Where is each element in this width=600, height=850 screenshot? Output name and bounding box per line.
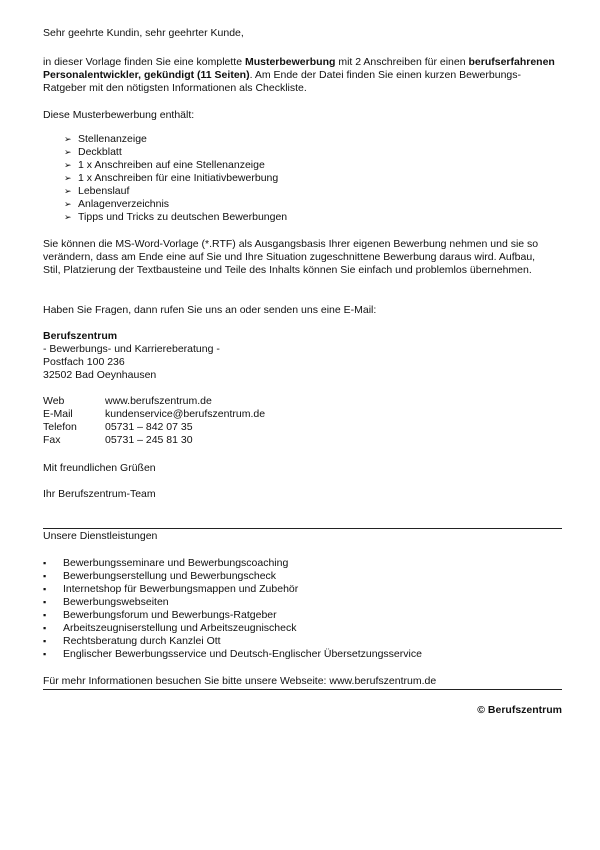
square-bullet-icon: ▪ <box>43 623 47 633</box>
contents-list <box>58 133 538 224</box>
intro-bold-2: berufserfahrenen Personalentwickler, gekündigt (11 Seiten) <box>43 56 555 81</box>
list-item: ➢ Tipps und Tricks zu deutschen Bewerbungen <box>64 211 288 223</box>
company-name: Berufszentrum <box>43 330 118 342</box>
company-subtitle: - Bewerbungs- und Karriereberatung - <box>43 343 220 355</box>
square-bullet-icon: ▪ <box>43 610 47 620</box>
intro-text-2: mit 2 Anschreiben für einen <box>335 56 469 68</box>
questions-text: Haben Sie Fragen, dann rufen Sie uns an oder senden uns eine E-Mail: <box>43 304 377 316</box>
list-item: ▪ Arbeitszeugniserstellung und Arbeitszeugnischeck <box>43 622 297 634</box>
list-item: ▪ Internetshop für Bewerbungsmappen und Zubehör <box>43 583 299 595</box>
list-item: ➢ Stellenanzeige <box>64 133 147 145</box>
arrow-bullet-icon: ➢ <box>64 212 72 222</box>
arrow-bullet-icon: ➢ <box>64 173 72 183</box>
contact-label: Fax <box>43 434 61 446</box>
email-link[interactable]: kundenservice@berufszentrum.de <box>105 408 266 420</box>
contact-row <box>43 395 265 408</box>
contents-heading: Diese Musterbewerbung enthält: <box>43 109 195 121</box>
bottom-divider <box>43 689 562 690</box>
arrow-bullet-icon: ➢ <box>64 186 72 196</box>
list-item: ▪ Englischer Bewerbungsservice und Deutsch-Englischer Übersetzungsservice <box>43 648 422 660</box>
list-item: ➢ Deckblatt <box>64 146 122 158</box>
address-block <box>43 330 220 382</box>
contact-table <box>43 395 265 447</box>
usage-paragraph: Sie können die MS-Word-Vorlage (*.RTF) als Ausgangsbasis Ihrer eigenen Bewerbung nehmen und sie so verändern, dass am Ende eine auf Sie und Ihre Situation zugeschnittene Bewerbung daraus wird. Aufbau, Stil, Platzierung der Textbausteine und Teile des Inhalts können Sie einfach und problemlos übernehmen. <box>43 238 539 276</box>
list-item: ▪ Rechtsberatung durch Kanzlei Ott <box>43 635 221 647</box>
postbox: Postfach 100 236 <box>43 356 125 368</box>
arrow-bullet-icon: ➢ <box>64 160 72 170</box>
signature: Ihr Berufszentrum-Team <box>43 488 156 500</box>
list-item: ▪ Bewerbungsseminare und Bewerbungscoaching <box>43 557 289 569</box>
contact-label: E-Mail <box>43 408 73 420</box>
contact-label: Web <box>43 395 65 407</box>
copyright: © Berufszentrum <box>477 704 562 716</box>
web-link[interactable]: www.berufszentrum.de <box>105 395 212 407</box>
list-item: ➢ Anlagenverzeichnis <box>64 198 170 210</box>
square-bullet-icon: ▪ <box>43 558 47 568</box>
arrow-bullet-icon: ➢ <box>64 134 72 144</box>
intro-bold-1: Musterbewerbung <box>244 56 336 68</box>
intro-paragraph <box>43 56 563 95</box>
square-bullet-icon: ▪ <box>43 571 47 581</box>
contact-row <box>43 434 265 447</box>
services-list <box>43 557 543 661</box>
greeting: Sehr geehrte Kundin, sehr geehrter Kunde, <box>43 27 244 39</box>
arrow-bullet-icon: ➢ <box>64 147 72 157</box>
square-bullet-icon: ▪ <box>43 597 47 607</box>
contact-label: Telefon <box>43 421 77 433</box>
contact-row <box>43 408 265 421</box>
city: 32502 Bad Oeynhausen <box>43 369 157 381</box>
list-item: ▪ Bewerbungsforum und Bewerbungs-Ratgeber <box>43 609 277 621</box>
intro-text-3: . Am Ende der Datei finden Sie einen kurzen Bewerbungs-Ratgeber mit den nötigsten Informationen als Checkliste. <box>43 69 521 94</box>
arrow-bullet-icon: ➢ <box>64 199 72 209</box>
contact-row <box>43 421 265 434</box>
list-item: ➢ 1 x Anschreiben auf eine Stellenanzeige <box>64 159 265 171</box>
top-divider <box>43 528 562 529</box>
list-item: ➢ 1 x Anschreiben für eine Initiativbewerbung <box>64 172 279 184</box>
square-bullet-icon: ▪ <box>43 584 47 594</box>
square-bullet-icon: ▪ <box>43 649 47 659</box>
closing: Mit freundlichen Grüßen <box>43 462 156 474</box>
services-heading: Unsere Dienstleistungen <box>43 530 158 542</box>
list-item: ➢ Lebenslauf <box>64 185 130 197</box>
list-item: ▪ Bewerbungswebseiten <box>43 596 169 608</box>
phone-value: 05731 – 842 07 35 <box>105 421 193 433</box>
list-item: ▪ Bewerbungserstellung und Bewerbungscheck <box>43 570 277 582</box>
square-bullet-icon: ▪ <box>43 636 47 646</box>
fax-value: 05731 – 245 81 30 <box>105 434 193 446</box>
intro-text-1: in dieser Vorlage finden Sie eine komplette <box>43 56 245 68</box>
more-info-text: Für mehr Informationen besuchen Sie bitte unsere Webseite: www.berufszentrum.de <box>43 675 437 687</box>
